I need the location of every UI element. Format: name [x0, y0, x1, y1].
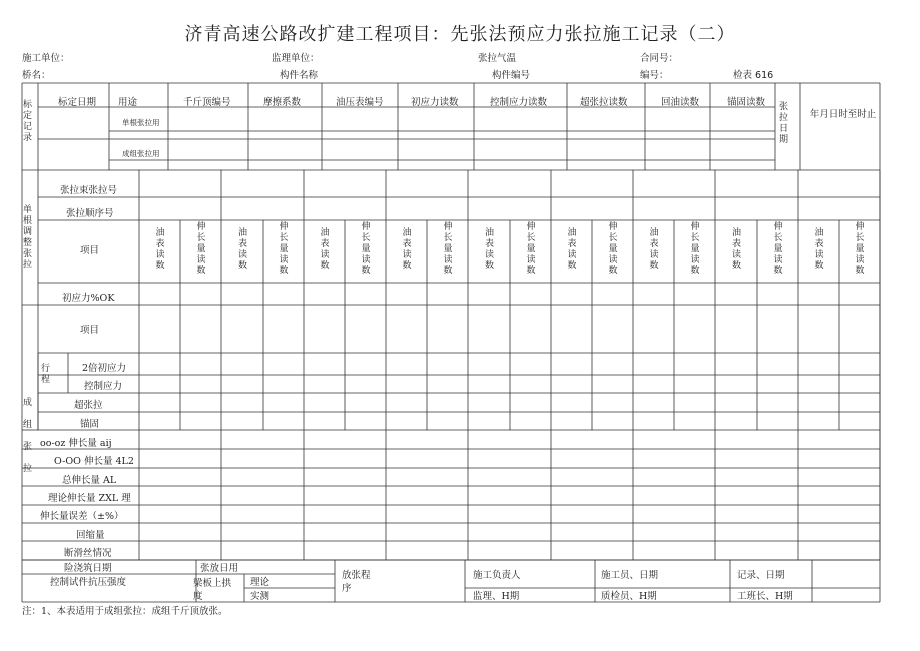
construction-head-label: 施工负责人 [473, 570, 521, 581]
oil-reading-header: 油表读数 [484, 228, 494, 271]
calib-col-over-reading: 超张拉读数 [580, 97, 628, 108]
oil-reading-header: 油表读数 [402, 228, 412, 271]
pour-date-label: 险浇筑日期 [64, 563, 112, 574]
calib-col-anchor-reading: 锚固读数 [727, 97, 766, 108]
form-code: 检表 616 [733, 70, 774, 81]
group-item-label: 项目 [80, 325, 100, 336]
team-leader-date-label: 工班长、H期 [737, 591, 793, 602]
calib-section-label: 标定记录 [22, 100, 32, 143]
elongation-reading-header: 伸长量读数 [279, 222, 289, 276]
slip-break-label: 断滑丝情况 [64, 548, 112, 559]
elongation-reading-header: 伸长量读数 [443, 222, 453, 276]
tension-temp-label: 张拉气温 [478, 53, 517, 64]
elongation-reading-header: 伸长量读数 [361, 222, 371, 276]
elong-4l2-label: O-OO 伸长量 4L2 [54, 456, 134, 467]
single-item-label: 项目 [80, 245, 100, 256]
oil-reading-header: 油表读数 [649, 228, 659, 271]
calib-col-use: 用途 [118, 97, 138, 108]
elongation-reading-header: 伸长量读数 [773, 222, 783, 276]
release-date-label: 张放日用 [200, 563, 239, 574]
beam-camber-label: 梁板上拱度 [193, 578, 232, 602]
page-title: 济青高速公路改扩建工程项目：先张法预应力张拉施工记录（二） [184, 24, 736, 45]
oil-reading-header: 油表读数 [155, 228, 165, 271]
elongation-reading-header: 伸长量读数 [855, 222, 865, 276]
measured-label: 实测 [250, 591, 270, 602]
construction-unit-label: 施工单位： [22, 53, 70, 64]
calib-col-return-reading: 回油读数 [661, 97, 700, 108]
init-stress-label: 初应力%OK [62, 293, 115, 304]
calib-col-control-reading: 控制应力读数 [490, 97, 548, 108]
supervision-unit-label: 监理单位： [272, 53, 320, 64]
calib-col-jack-no: 千斤顶编号 [183, 97, 231, 108]
elong-aij-label: oo-oz 伸长量 aij [40, 438, 112, 449]
anchor-label: 锚固 [80, 419, 100, 430]
calib-col-friction: 摩擦系数 [263, 97, 302, 108]
serial-no-label: 编号： [640, 70, 669, 81]
single-section-label: 单根调整张拉 [22, 205, 32, 270]
inspector-date-label: 质检员、H期 [601, 591, 657, 602]
control-stress-label: 控制应力 [84, 381, 123, 392]
theory-elong-label: 理论伸长量 ZXL 理 [48, 493, 131, 504]
total-elong-label: 总伸长量 AL [62, 475, 117, 486]
single-use-label: 单根张拉用 [122, 118, 160, 127]
calib-col-gauge-no: 油压表编号 [336, 97, 384, 108]
bundle-no-label: 张拉束张拉号 [60, 185, 118, 196]
oil-reading-header: 油表读数 [814, 228, 824, 271]
record-date-label: 记录、日期 [737, 570, 785, 581]
tension-date-label: 张拉日期 [778, 102, 788, 145]
elong-error-label: 伸长量误差（±%） [40, 511, 124, 522]
bridge-name-label: 桥名： [22, 70, 51, 81]
double-init-label: 2倍初应力 [82, 363, 127, 374]
elongation-reading-header: 伸长量读数 [608, 222, 618, 276]
elongation-reading-header: 伸长量读数 [690, 222, 700, 276]
calib-col-init-reading: 初应力读数 [411, 97, 459, 108]
calib-col-date: 标定日期 [58, 97, 97, 108]
release-order-label: 放张程序 [342, 570, 371, 594]
member-name-label: 构件名称 [280, 70, 319, 81]
over-tension-label: 超张拉 [74, 400, 103, 411]
retract-label: 回缩量 [76, 530, 105, 541]
supervisor-date-label: 监理、H期 [473, 591, 520, 602]
order-no-label: 张拉顺序号 [66, 208, 114, 219]
time-range-label: 年月日时至时止 [809, 109, 877, 120]
stroke-label: 行程 [40, 364, 50, 385]
elongation-reading-header: 伸长量读数 [196, 222, 206, 276]
theory-label: 理论 [250, 577, 270, 588]
worker-date-label: 施工员、日期 [601, 570, 659, 581]
oil-reading-header: 油表读数 [320, 228, 330, 271]
oil-reading-header: 油表读数 [567, 228, 577, 271]
footnote: 注：1、本表适用于成组张拉：成组千斤顶放张。 [22, 606, 228, 617]
oil-reading-header: 油表读数 [731, 228, 741, 271]
group-section-label: 成组张拉 [22, 398, 32, 474]
oil-reading-header: 油表读数 [237, 228, 247, 271]
specimen-strength-label: 控制试件抗压强度 [50, 577, 127, 588]
member-no-label: 构件编号 [492, 70, 531, 81]
elongation-reading-header: 伸长量读数 [526, 222, 536, 276]
contract-no-label: 合同号： [640, 53, 679, 64]
group-use-label: 成组张拉用 [122, 149, 160, 158]
